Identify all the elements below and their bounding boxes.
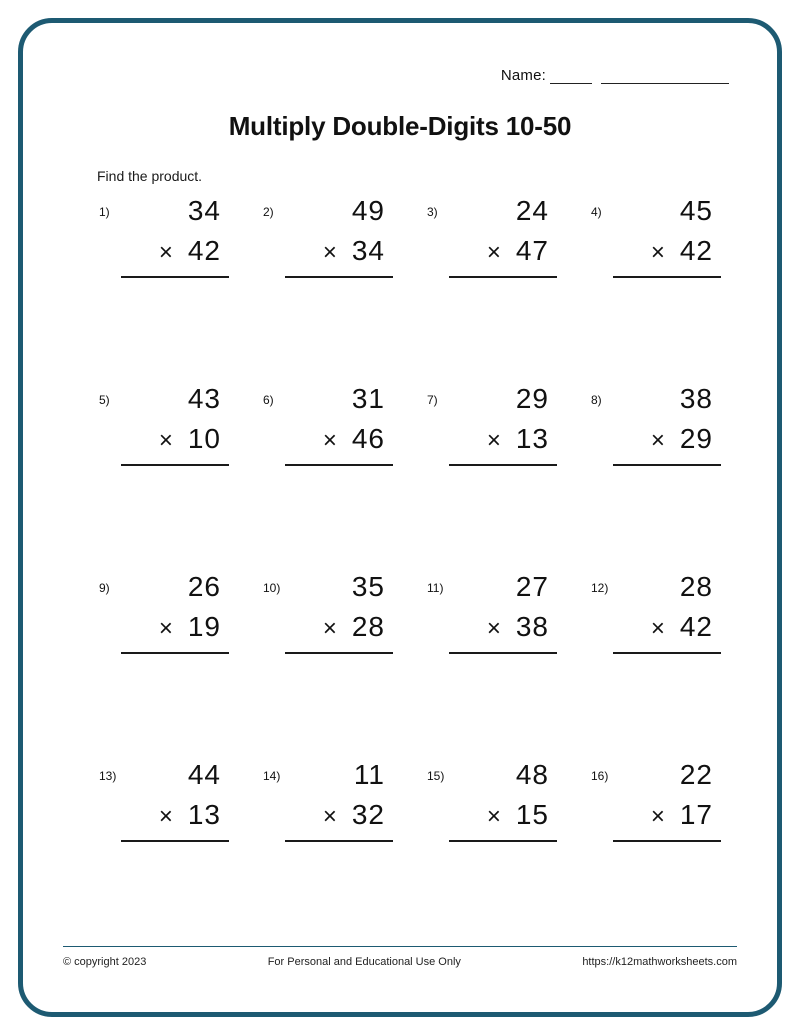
multiplier: 47 (515, 235, 549, 266)
problem-item (81, 755, 245, 943)
multiplier: 10 (187, 423, 221, 454)
problem-number: 15) (427, 769, 445, 783)
name-field-row (501, 67, 729, 84)
multiplier: 28 (351, 611, 385, 642)
problem-body (449, 191, 557, 278)
multiplier-row (613, 795, 721, 837)
multiplier-row (449, 419, 557, 461)
multiply-icon: × (486, 239, 502, 266)
name-blank-long[interactable] (601, 69, 729, 84)
problem-item (409, 191, 573, 379)
multiply-icon: × (322, 427, 338, 454)
problem-number: 4) (591, 205, 602, 219)
multiply-icon: × (158, 803, 174, 830)
answer-line[interactable] (449, 652, 557, 654)
footer-usage-note: For Personal and Educational Use Only (267, 956, 461, 968)
multiply-icon: × (322, 615, 338, 642)
multiplier-row (449, 231, 557, 273)
multiplier-row (285, 231, 393, 273)
multiply-icon: × (650, 615, 666, 642)
problem-number: 1) (99, 205, 110, 219)
multiply-icon: × (650, 427, 666, 454)
multiplicand: 11 (353, 759, 385, 790)
multiply-icon: × (486, 803, 502, 830)
multiplier: 13 (515, 423, 549, 454)
multiplier-row (449, 795, 557, 837)
multiplicand: 31 (351, 383, 385, 414)
multiplier: 38 (515, 611, 549, 642)
problem-body (613, 191, 721, 278)
problem-body (449, 567, 557, 654)
footer-copyright: © copyright 2023 (63, 956, 147, 968)
problem-body (121, 191, 229, 278)
problem-item (573, 191, 737, 379)
multiplicand: 27 (515, 571, 549, 602)
problem-number: 14) (263, 769, 281, 783)
multiplier: 29 (679, 423, 713, 454)
problem-number: 12) (591, 581, 609, 595)
multiplier-row (449, 607, 557, 649)
problem-body (285, 191, 393, 278)
answer-line[interactable] (121, 276, 229, 278)
multiplicand: 29 (515, 383, 549, 414)
answer-line[interactable] (121, 840, 229, 842)
problem-number: 16) (591, 769, 609, 783)
problem-item (409, 379, 573, 567)
multiply-icon: × (158, 427, 174, 454)
problem-number: 2) (263, 205, 274, 219)
multiplier-row (613, 419, 721, 461)
problem-item (245, 191, 409, 379)
multiplier-row (613, 231, 721, 273)
problem-number: 7) (427, 393, 438, 407)
multiplicand: 26 (187, 571, 221, 602)
answer-line[interactable] (285, 276, 393, 278)
multiplicand: 28 (679, 571, 713, 602)
footer-url[interactable]: https://k12mathworksheets.com (582, 956, 737, 968)
multiply-icon: × (322, 239, 338, 266)
problem-item (245, 567, 409, 755)
problem-body (285, 567, 393, 654)
multiplicand: 35 (351, 571, 385, 602)
multiplier: 15 (515, 799, 549, 830)
answer-line[interactable] (449, 464, 557, 466)
footer-divider (63, 946, 737, 947)
multiply-icon: × (650, 239, 666, 266)
page-title: Multiply Double-Digits 10-50 (228, 111, 572, 141)
multiplier-row (285, 795, 393, 837)
multiply-icon: × (486, 615, 502, 642)
problem-number: 8) (591, 393, 602, 407)
answer-line[interactable] (121, 652, 229, 654)
multiplicand: 49 (351, 195, 385, 226)
multiplier-row (121, 419, 229, 461)
multiply-icon: × (322, 803, 338, 830)
problems-grid (81, 191, 737, 943)
multiplier: 46 (351, 423, 385, 454)
problem-body (121, 379, 229, 466)
problem-body (613, 567, 721, 654)
multiplicand: 24 (515, 195, 549, 226)
multiply-icon: × (158, 615, 174, 642)
multiply-icon: × (650, 803, 666, 830)
problem-body (121, 755, 229, 842)
name-label: Name: (500, 67, 546, 84)
multiplier-row (121, 795, 229, 837)
problem-number: 3) (427, 205, 438, 219)
problem-number: 6) (263, 393, 274, 407)
multiplicand: 45 (679, 195, 713, 226)
multiplicand: 43 (187, 383, 221, 414)
answer-line[interactable] (121, 464, 229, 466)
multiplier-row (285, 419, 393, 461)
problem-item (409, 567, 573, 755)
problem-body (121, 567, 229, 654)
problem-body (613, 379, 721, 466)
problem-body (285, 755, 393, 842)
multiply-icon: × (158, 239, 174, 266)
problem-item (81, 191, 245, 379)
multiplicand: 22 (679, 759, 713, 790)
problem-item (81, 379, 245, 567)
problem-body (613, 755, 721, 842)
footer (63, 946, 737, 968)
multiplier: 17 (679, 799, 713, 830)
problem-item (81, 567, 245, 755)
answer-line[interactable] (613, 840, 721, 842)
multiplier-row (285, 607, 393, 649)
problem-item (573, 567, 737, 755)
problem-body (449, 755, 557, 842)
answer-line[interactable] (613, 652, 721, 654)
answer-line[interactable] (613, 464, 721, 466)
answer-line[interactable] (285, 464, 393, 466)
answer-line[interactable] (285, 652, 393, 654)
footer-text-row (63, 956, 737, 968)
multiplier: 32 (351, 799, 385, 830)
worksheet-border (18, 18, 782, 1017)
multiplier: 42 (679, 611, 713, 642)
multiplier: 13 (187, 799, 221, 830)
problem-number: 13) (99, 769, 117, 783)
multiplier: 34 (351, 235, 385, 266)
problem-item (245, 379, 409, 567)
multiply-icon: × (486, 427, 502, 454)
multiplicand: 38 (679, 383, 713, 414)
multiplier: 42 (187, 235, 221, 266)
instruction-text: Find the product. (97, 168, 203, 184)
multiplier-row (121, 231, 229, 273)
answer-line[interactable] (449, 276, 557, 278)
problem-number: 10) (263, 581, 281, 595)
multiplier-row (121, 607, 229, 649)
problem-item (573, 755, 737, 943)
multiplicand: 34 (187, 195, 221, 226)
problem-item (409, 755, 573, 943)
problem-body (449, 379, 557, 466)
answer-line[interactable] (285, 840, 393, 842)
problem-number: 11) (427, 581, 444, 595)
multiplicand: 48 (515, 759, 549, 790)
multiplier: 42 (679, 235, 713, 266)
multiplier-row (613, 607, 721, 649)
answer-line[interactable] (613, 276, 721, 278)
problem-item (573, 379, 737, 567)
problem-body (285, 379, 393, 466)
problem-number: 5) (99, 393, 110, 407)
problem-item (245, 755, 409, 943)
multiplicand: 44 (187, 759, 221, 790)
multiplier: 19 (187, 611, 221, 642)
problem-number: 9) (99, 581, 110, 595)
answer-line[interactable] (449, 840, 557, 842)
name-blank-short[interactable] (550, 69, 592, 84)
